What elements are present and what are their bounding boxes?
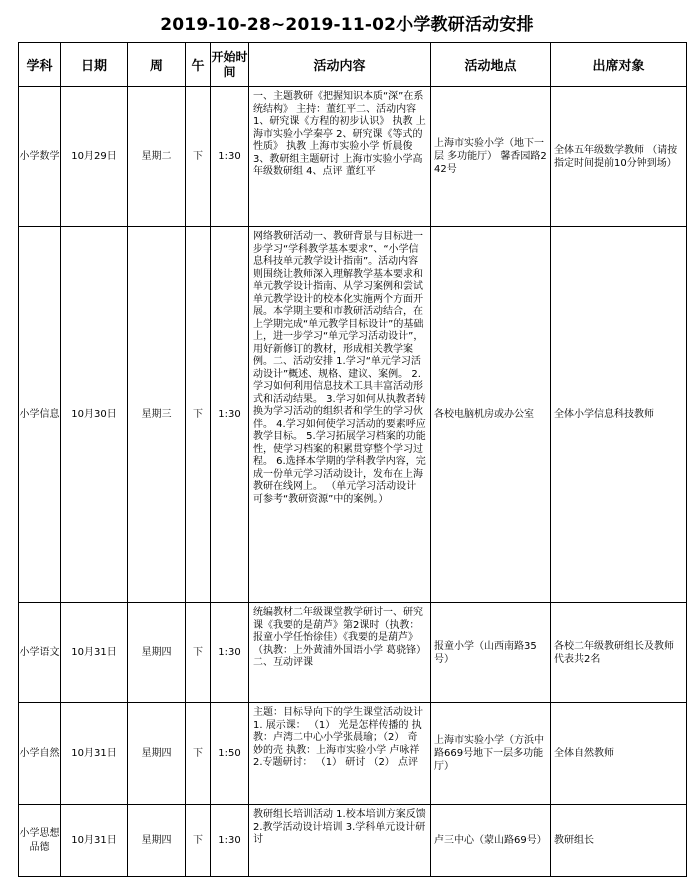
weekday-cell: 星期四 xyxy=(128,703,186,805)
audience-cell: 全体小学信息科技教师 xyxy=(551,227,687,603)
content-cell: 主题：目标导向下的学生课堂活动设计 1. 展示课： （1） 光是怎样传播的 执教：卢湾二中心小学张晨瑜；（2） 奇妙的壳 执教：上海市实验小学 卢咏祥 2.专题研讨： （1） 研讨 （2） 点评 xyxy=(249,703,431,805)
location-cell: 上海市实验小学（方浜中路669号地下一层多功能厅） xyxy=(431,703,551,805)
half-day-cell: 下 xyxy=(186,87,211,227)
date-cell: 10月30日 xyxy=(61,227,128,603)
header-audience: 出席对象 xyxy=(551,43,687,87)
time-cell: 1:30 xyxy=(211,805,249,877)
location-cell: 卢三中心（蒙山路69号） xyxy=(431,805,551,877)
table-row xyxy=(19,703,687,805)
content-cell: 教研组长培训活动 1.校本培训方案反馈 2.教学活动设计培训 3.学科单元设计研讨 xyxy=(249,805,431,877)
table-row xyxy=(19,227,687,603)
header-half-day: 午 xyxy=(186,43,211,87)
weekday-cell: 星期二 xyxy=(128,87,186,227)
time-cell: 1:30 xyxy=(211,603,249,703)
time-cell: 1:50 xyxy=(211,703,249,805)
content-cell: 一、主题教研《把握知识本质“深”在系统结构》 主持：董红平二、活动内容 1、研究课《方程的初步认识》 执教 上海市实验小学秦亭 2、研究课《等式的性质》 执教 上海市实验小学 忻晨俊 3、教研组主题研讨 上海市实验小学高年级数研组 4、点评 董红平 xyxy=(249,87,431,227)
date-cell: 10月31日 xyxy=(61,603,128,703)
schedule-table xyxy=(18,42,687,877)
subject-cell: 小学信息 xyxy=(19,227,61,603)
content-cell: 统编教材二年级课堂教学研讨一、研究课《我要的是葫芦》第2课时（执教：报童小学任怡徐佳）《我要的是葫芦》（执教：上外黄浦外国语小学 葛骁锋）二、互动评课 xyxy=(249,603,431,703)
content-cell: 网络教研活动一、教研背景与目标进一步学习“学科教学基本要求”、“小学信息科技单元教学设计指南”。活动内容则围绕让教师深入理解教学基本要求和单元教学设计指南、从学习案例和尝试单元教学设计的校本化实施两个方面开展。本学期主要和市教研活动结合，在上学期完成“单元教学目标设计”的基础上，进一步学习“单元学习活动设计”，用好新修订的教材，形成相关教学案例。二、活动安排 1.学习“单元学习活动设计”概述、规格、建议、案例。 2.学习如何利用信息技术工具丰富活动形式和活动结果。 3.学习如何从执教者转换为学习活动的组织者和学生的学习伙伴。 4.学习如何使学习活动的要素呼应教学目标。 5.学习拓展学习档案的功能性，使学习档案的积累贯穿整个学习过程。 6.选择本学期的学科教学内容，完成一份单元学习活动设计，发布在上海教研在线网上。 （单元学习活动设计可参考“教研资源”中的案例。） xyxy=(249,227,431,603)
header-subject: 学科 xyxy=(19,43,61,87)
header-start-time: 开始时间 xyxy=(211,43,249,87)
header-row xyxy=(19,43,687,87)
half-day-cell: 下 xyxy=(186,603,211,703)
weekday-cell: 星期四 xyxy=(128,603,186,703)
audience-cell: 教研组长 xyxy=(551,805,687,877)
page-title: 2019-10-28~2019-11-02小学教研活动安排 xyxy=(160,15,534,35)
audience-cell: 全体自然教师 xyxy=(551,703,687,805)
header-content: 活动内容 xyxy=(249,43,431,87)
subject-cell: 小学思想品德 xyxy=(19,805,61,877)
date-cell: 10月29日 xyxy=(61,87,128,227)
location-cell: 报童小学（山西南路35号） xyxy=(431,603,551,703)
weekday-cell: 星期四 xyxy=(128,805,186,877)
header-date: 日期 xyxy=(61,43,128,87)
audience-cell: 各校二年级教研组长及教师代表共2名 xyxy=(551,603,687,703)
table-row xyxy=(19,87,687,227)
table-row xyxy=(19,805,687,877)
weekday-cell: 星期三 xyxy=(128,227,186,603)
half-day-cell: 下 xyxy=(186,805,211,877)
header-weekday: 周 xyxy=(128,43,186,87)
time-cell: 1:30 xyxy=(211,227,249,603)
date-cell: 10月31日 xyxy=(61,703,128,805)
subject-cell: 小学数学 xyxy=(19,87,61,227)
table-row xyxy=(19,603,687,703)
header-location: 活动地点 xyxy=(431,43,551,87)
subject-cell: 小学自然 xyxy=(19,703,61,805)
audience-cell: 全体五年级数学教师 （请按指定时间提前10分钟到场） xyxy=(551,87,687,227)
subject-cell: 小学语文 xyxy=(19,603,61,703)
time-cell: 1:30 xyxy=(211,87,249,227)
location-cell: 上海市实验小学（地下一层 多功能厅） 馨香园路242号 xyxy=(431,87,551,227)
date-cell: 10月31日 xyxy=(61,805,128,877)
half-day-cell: 下 xyxy=(186,227,211,603)
half-day-cell: 下 xyxy=(186,703,211,805)
location-cell: 各校电脑机房或办公室 xyxy=(431,227,551,603)
